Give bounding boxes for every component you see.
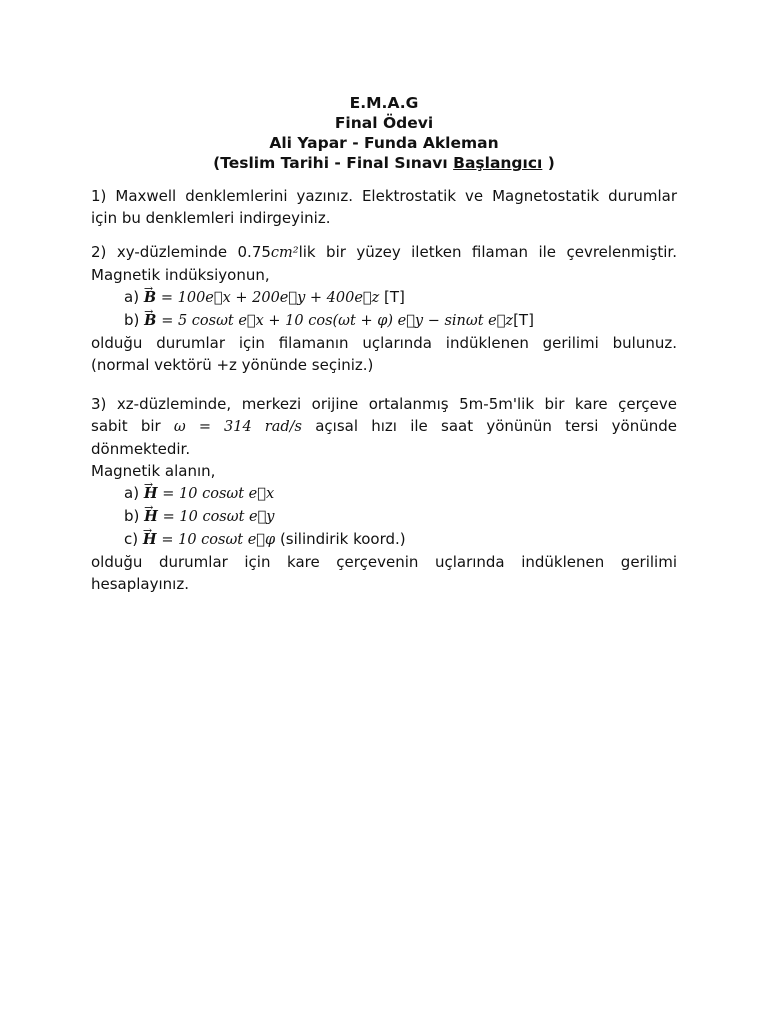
q2-line-5: olduğu durumlar için filamanın uçlarında indüklenen gerilimi bulunuz. (91, 334, 677, 352)
q3-item-a: a) → H = 10 cosωt e⃗x (91, 482, 677, 505)
q2-b-equation: = 5 cosωt e⃗x + 10 cos(ωt + φ) e⃗y − sinωt e⃗z (161, 313, 514, 329)
due-date-underlined: Başlangıcı (453, 154, 543, 172)
q2-area-math: cm² (270, 245, 299, 261)
q3-line-8: hesaplayınız. (91, 575, 189, 593)
q2-a-equation: = 100e⃗x + 200e⃗y + 400e⃗z (160, 290, 380, 306)
q2-line-6: (normal vektörü +z yönünde seçiniz.) (91, 356, 374, 374)
assignment-title: Final Ödevi (334, 114, 434, 132)
question-3 (91, 393, 677, 595)
q3-c-equation: = 10 cosωt e⃗φ (161, 532, 276, 548)
due-date: (Teslim Tarihi - Final Sınavı Başlangıcı ) (213, 154, 555, 172)
question-2 (91, 241, 677, 376)
q1-line-1: 1) Maxwell denklemlerini yazınız. Elektrostatik ve Magnetostatik durumlar (91, 187, 677, 205)
h-vector-symbol: → H (143, 529, 157, 551)
q3-omega-math: ω = 314 rad/s (173, 419, 302, 435)
q2-line-1: 2) xy-düzleminde 0.75cm²lik bir yüzey iletken filaman ile çevrelenmiştir. (91, 243, 677, 261)
q3-item-c: c) → H = 10 cosωt e⃗φ (silindirik koord.) (91, 528, 677, 551)
q3-line-1: 3) xz-düzleminde, merkezi orijine ortalanmış 5m-5m'lik bir kare çerçeve (91, 395, 677, 413)
q3-b-equation: = 10 cosωt e⃗y (162, 509, 275, 525)
q3-line-7: olduğu durumlar için kare çerçevenin uçlarında indüklenen gerilimi (91, 553, 677, 571)
q3-item-b: b) → H = 10 cosωt e⃗y (91, 505, 677, 528)
h-vector-symbol: → H (144, 506, 158, 528)
q3-line-3: Magnetik alanın, (91, 462, 216, 480)
q3-line-2: sabit bir ω = 314 rad/s açısal hızı ile saat yönünün tersi yönünde dönmektedir. (91, 417, 677, 458)
question-1 (91, 185, 677, 229)
course-code: E.M.A.G (349, 94, 419, 112)
h-vector-symbol: → H (144, 483, 158, 505)
q1-line-2: için bu denklemleri indirgeyiniz. (91, 209, 331, 227)
b-vector-symbol: → B (144, 287, 156, 309)
q2-item-a: a) → B = 100e⃗x + 200e⃗y + 400e⃗z [T] (91, 286, 677, 309)
authors: Ali Yapar - Funda Akleman (269, 134, 499, 152)
q2-line-2: Magnetik indüksiyonun, (91, 266, 270, 284)
q3-a-equation: = 10 cosωt e⃗x (162, 486, 275, 502)
q2-item-b: b) → B = 5 cosωt e⃗x + 10 cos(ωt + φ) e⃗y − sinωt e⃗z[T] (91, 309, 677, 332)
document-header (0, 93, 768, 173)
b-vector-symbol: → B (144, 310, 156, 332)
